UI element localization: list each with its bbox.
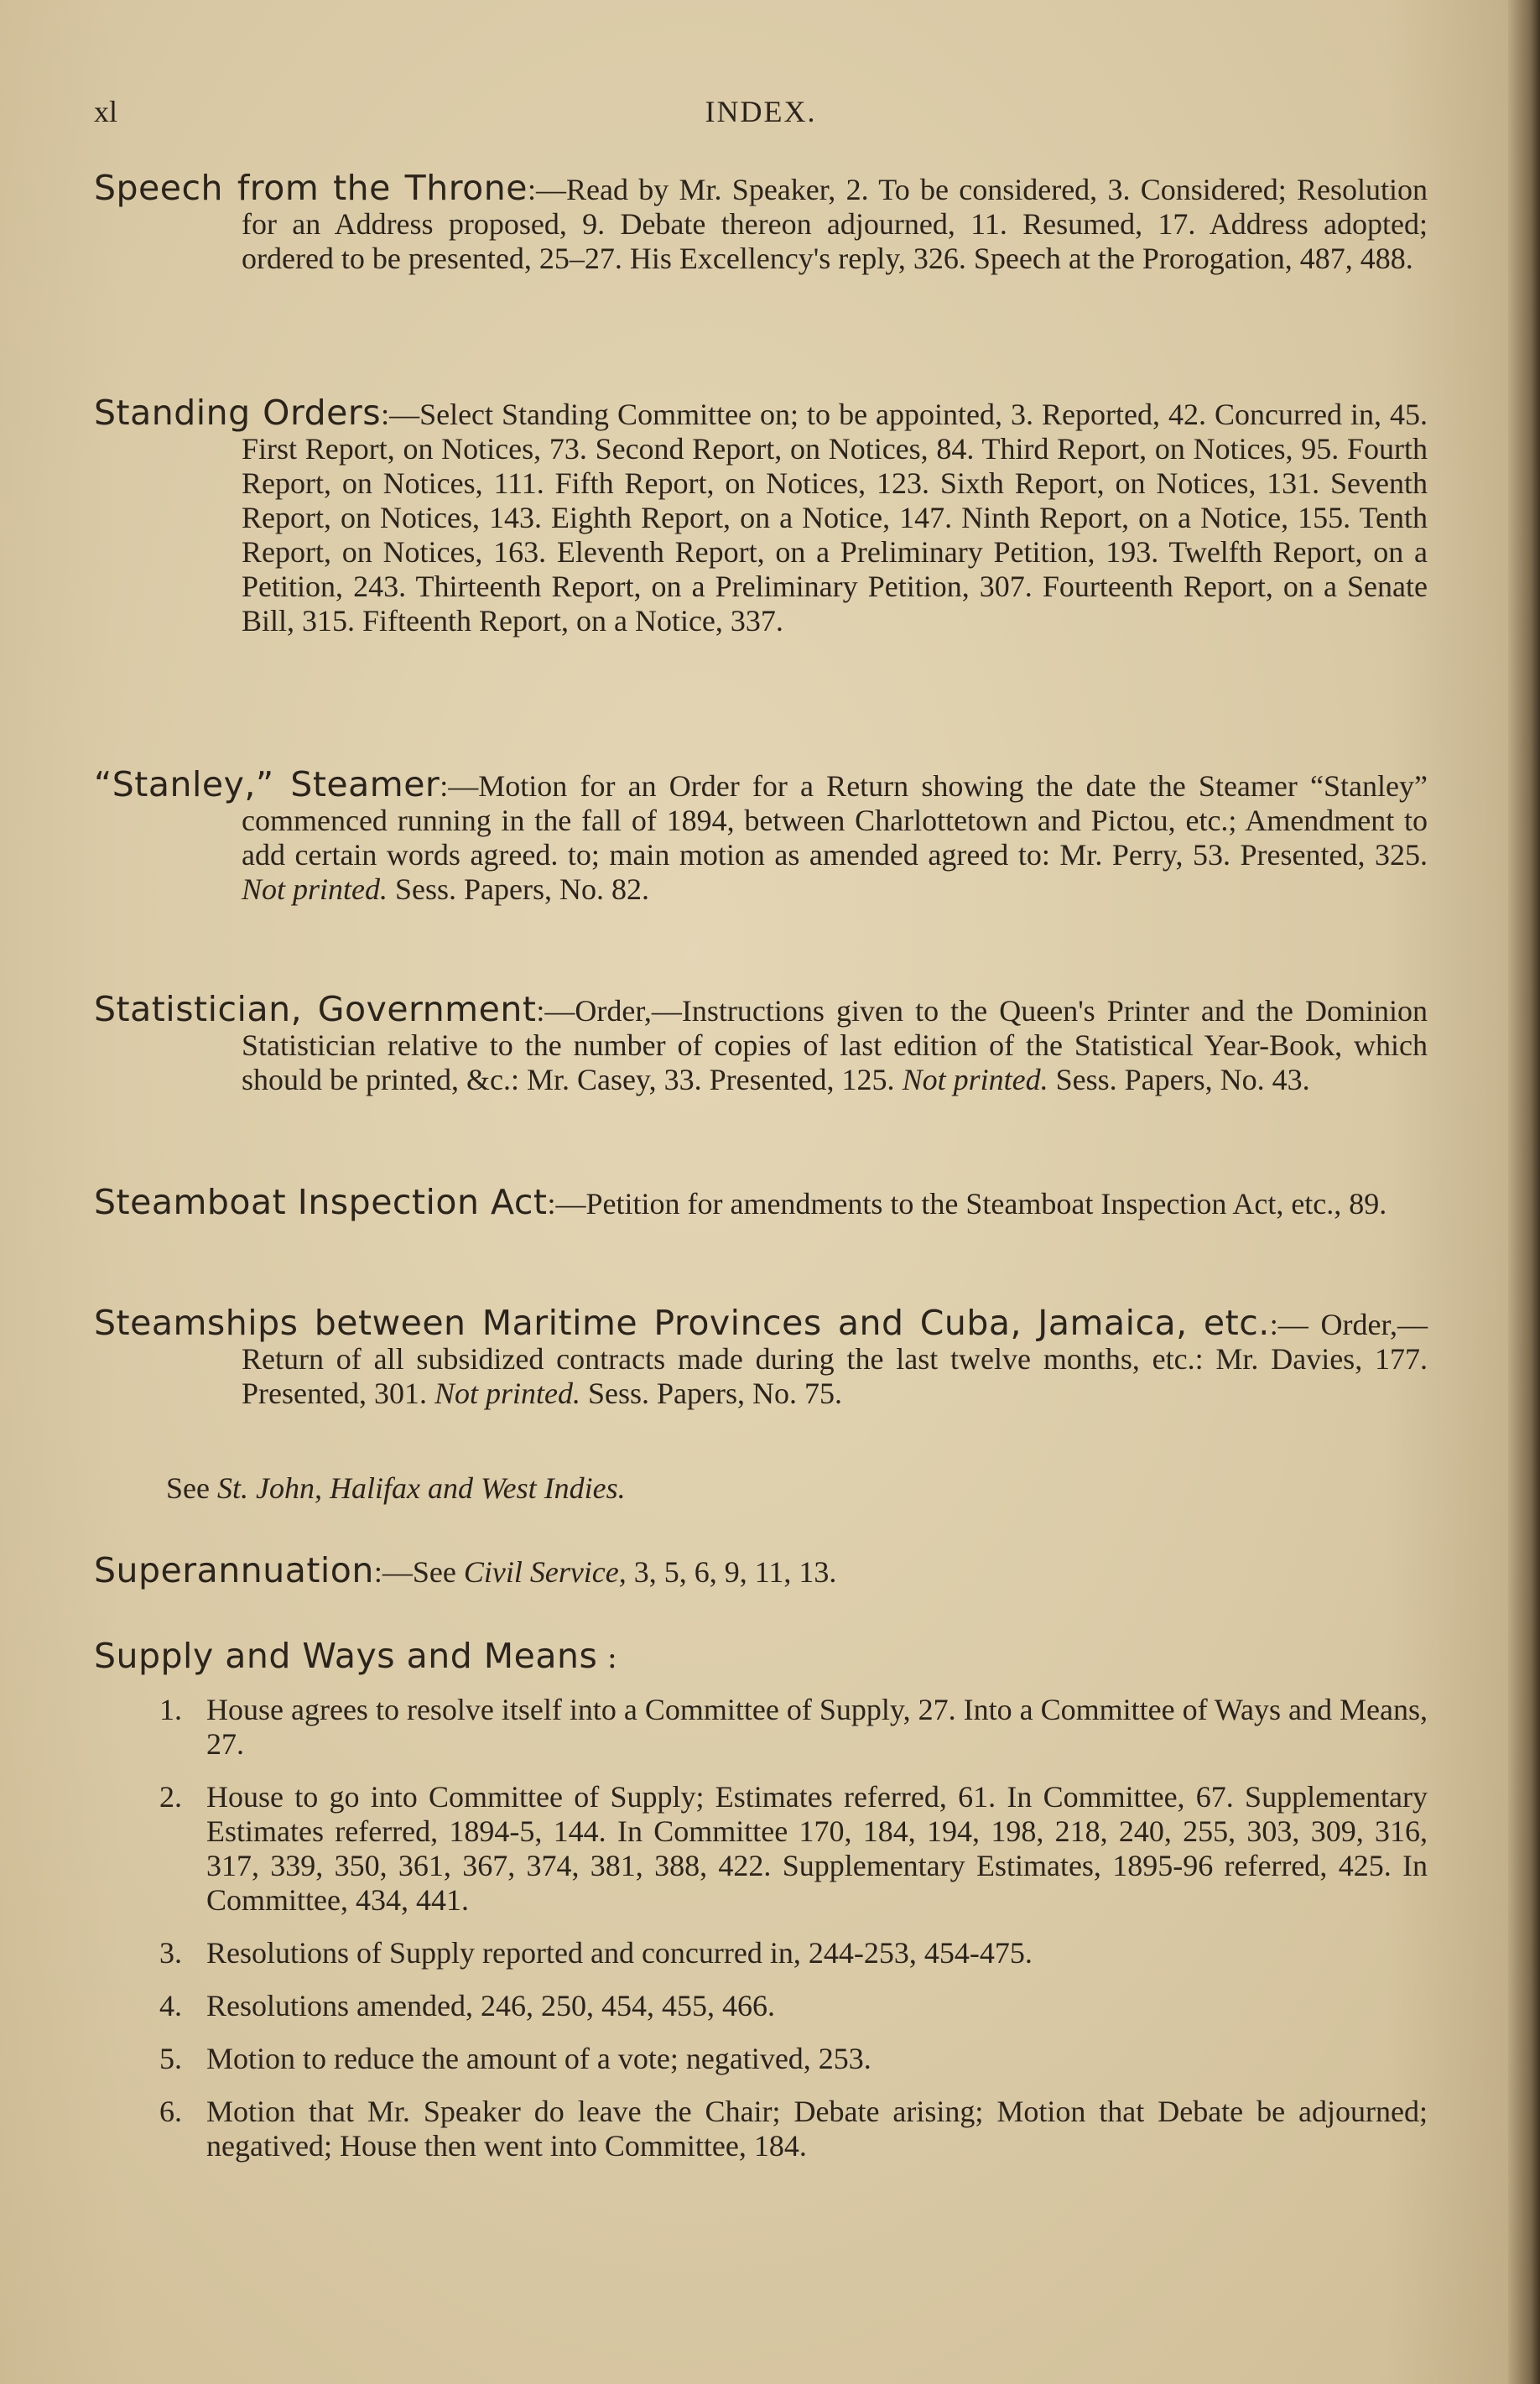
item-text: Resolutions of Supply reported and concurred in, 244-253, 454-475. [206, 1936, 1033, 1970]
entry-heading: Statistician, Government [94, 989, 537, 1029]
entry-heading: Speech from the Throne [94, 168, 528, 208]
supply-item [159, 2095, 1428, 2163]
entry-heading: Supply and Ways and Means [94, 1636, 598, 1676]
supply-item [159, 1780, 1428, 1918]
heading-suffix: : [597, 1641, 617, 1675]
entry-text: Sess. Papers, No. 75. [580, 1377, 842, 1410]
supply-item-list [159, 1693, 1428, 2182]
index-entry-steamboat-inspection-act [94, 1182, 1428, 1222]
index-entry-stanley-steamer [94, 764, 1428, 907]
index-entry-statistician-government [94, 989, 1428, 1097]
entry-text-italic: Not printed. [434, 1377, 580, 1410]
see-also-prefix: See [166, 1471, 217, 1505]
entry-text: :—Read by Mr. Speaker, 2. To be considered, 3. Considered; Resolution for an Address proposed, 9. Debate thereon adjourned, 11. Resumed, 17. Address adopted; ordered to be presented, 25–27. His Excellency's reply, 326. Speech at the Prorogation, 487, 488. [242, 173, 1428, 275]
entry-text: :—Motion for an Order for a Return showing the date the Steamer “Stanley” commenced running in the fall of 1894, between Charlottetown and Pictou, etc.; Amendment to add certain words agreed. to; main motion as amended agreed to: Mr. Perry, 53. Presented, 325. [242, 769, 1428, 872]
item-text: Motion that Mr. Speaker do leave the Chair; Debate arising; Motion that Debate be adjourned; negatived; House then went into Committee, 184. [206, 2095, 1428, 2163]
index-entry-standing-orders [94, 393, 1428, 638]
item-number: 4. [159, 1989, 182, 2022]
entry-text: Sess. Papers, No. 43. [1048, 1063, 1310, 1096]
item-number: 3. [159, 1936, 182, 1970]
item-text: House agrees to resolve itself into a Committee of Supply, 27. Into a Committee of Ways and Means, 27. [206, 1693, 1428, 1761]
item-number: 5. [159, 2042, 182, 2075]
item-number: 6. [159, 2095, 182, 2128]
entry-text: Sess. Papers, No. 82. [388, 872, 650, 906]
entry-paragraph [94, 1303, 1428, 1411]
item-text: Resolutions amended, 246, 250, 454, 455, 466. [206, 1989, 775, 2022]
entry-text-italic: Not printed. [242, 872, 388, 906]
entry-heading: Superannuation [94, 1550, 374, 1590]
entry-paragraph [94, 1550, 1428, 1590]
supply-item [159, 1989, 1428, 2023]
item-number: 1. [159, 1693, 182, 1726]
item-text: Motion to reduce the amount of a vote; negatived, 253. [206, 2042, 871, 2075]
index-entry-steamships-maritime-cuba-jamaica [94, 1303, 1428, 1411]
page-gutter-shadow [1508, 0, 1540, 2384]
index-entry-supply-heading [94, 1636, 617, 1676]
supply-item [159, 2042, 1428, 2076]
page-header [94, 94, 1428, 136]
item-text: House to go into Committee of Supply; Estimates referred, 61. In Committee, 67. Supplementary Estimates referred, 1894-5, 144. In Committee 170, 184, 194, 198, 218, 240, 255, 303, 309, 316, 317, 339, 350, 361, 367, 374, 381, 388, 422. Supplementary Estimates, 1895-96 referred, 425. In Committee, 434, 441. [206, 1780, 1428, 1917]
entry-paragraph [94, 764, 1428, 907]
entry-text: :—Petition for amendments to the Steamboat Inspection Act, etc., 89. [547, 1187, 1387, 1221]
running-title: INDEX. [705, 95, 817, 128]
entry-paragraph [94, 1182, 1428, 1222]
supply-item [159, 1693, 1428, 1762]
item-number: 2. [159, 1780, 182, 1814]
entry-text: :—Order,—Instructions given to the Queen's Printer and the Dominion Statistician relative to the number of copies of last edition of the Statistical Year-Book, which should be printed, &c.: Mr. Casey, 33. Presented, 125. [242, 994, 1428, 1096]
entry-text-italic: Not printed. [902, 1063, 1048, 1096]
entry-heading: Steamboat Inspection Act [94, 1182, 548, 1222]
entry-text: :— Order,—Return of all subsidized contracts made during the last twelve months, etc.: Mr. Davies, 177. Presented, 301. [242, 1308, 1428, 1410]
entry-heading: Standing Orders [94, 393, 382, 433]
entry-text: :—See [373, 1555, 464, 1589]
see-also-link-text: St. John, Halifax and West Indies. [216, 1471, 626, 1505]
see-also-reference [166, 1470, 626, 1506]
index-entry-speech-from-the-throne [94, 168, 1428, 276]
entry-paragraph [94, 168, 1428, 276]
entry-heading: “Stanley,” Steamer [94, 764, 440, 804]
entry-paragraph [94, 989, 1428, 1097]
page-number: xl [94, 95, 118, 128]
index-entry-superannuation [94, 1550, 1428, 1590]
entry-heading: Steamships between Maritime Provinces and Cuba, Jamaica, etc. [94, 1303, 1270, 1343]
entry-text-italic: Civil Service, [463, 1555, 627, 1589]
entry-text: :—Select Standing Committee on; to be appointed, 3. Reported, 42. Concurred in, 45. First Report, on Notices, 73. Second Report, on Notices, 84. Third Report, on Notices, 95. Fourth Report, on Notices, 111. Fifth Report, on Notices, 123. Sixth Report, on Notices, 131. Seventh Report, on Notices, 143. Eighth Report, on a Notice, 147. Ninth Report, on a Notice, 155. Tenth Report, on Notices, 163. Eleventh Report, on a Preliminary Petition, 193. Twelfth Report, on a Petition, 243. Thirteenth Report, on a Preliminary Petition, 307. Fourteenth Report, on a Senate Bill, 315. Fifteenth Report, on a Notice, 337. [242, 398, 1428, 638]
supply-item [159, 1936, 1428, 1970]
entry-text: 3, 5, 6, 9, 11, 13. [626, 1555, 837, 1589]
entry-paragraph [94, 393, 1428, 638]
